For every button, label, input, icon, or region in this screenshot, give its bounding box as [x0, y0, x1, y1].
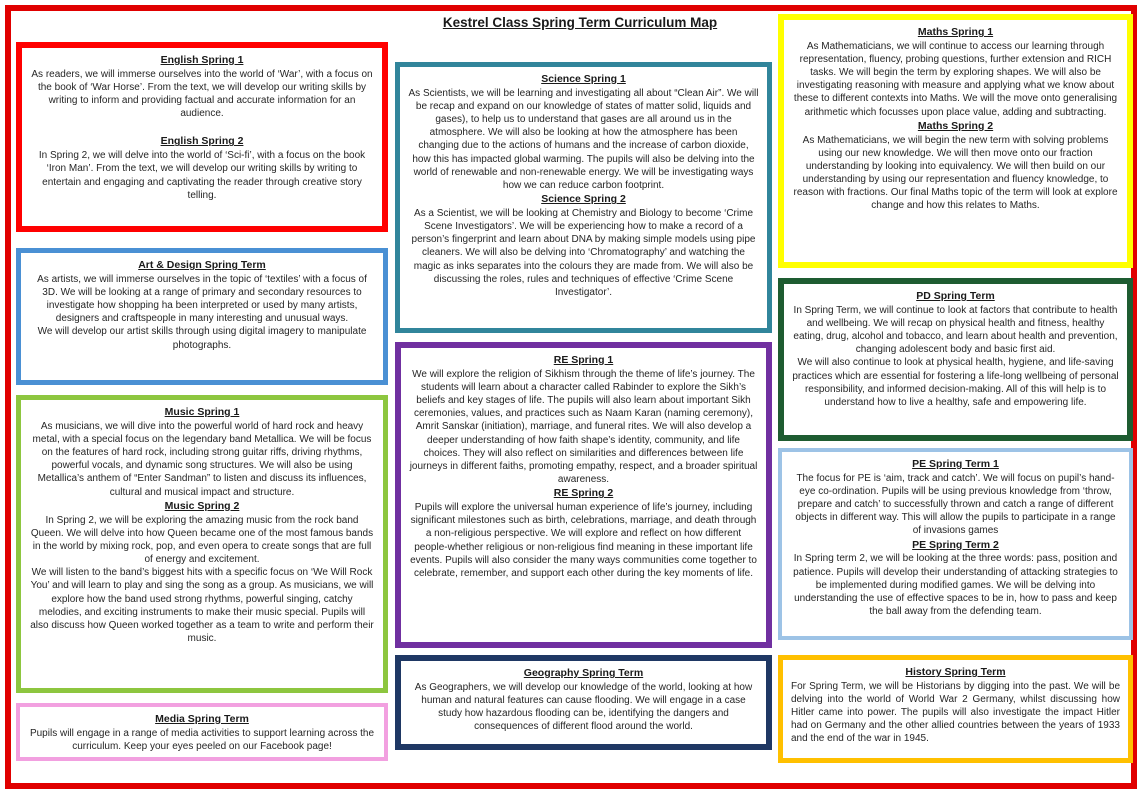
music-spring-2-text-1: In Spring 2, we will be exploring the amazing music from the rock band Queen. We will delve into how Queen became one of the most famous bands in the world by mixing rock, pop, and even opera to create songs that are full of energy and excitement. [30, 514, 374, 566]
media-heading: Media Spring Term [155, 713, 249, 725]
pd-text-1: In Spring Term, we will continue to look at factors that contribute to health and wellbeing. We will recap on physical health and fitness, healthy eating, drug, alcohol and tobacco, and learn about health and prevention, changing adolescent body and basic first aid. [793, 304, 1118, 356]
re-spring-1-text: We will explore the religion of Sikhism through the theme of life’s journey. The students will learn about a character called Rabinder to explore the Sikh’s beliefs and key stages of life. The pupils will also learn about important Sikh ceremonies, values, and practices such as Naam Karan (naming ceremony), Amrit Sanskar (initiation), marriage, and funeral rites. We will also develop a deeper understanding of how faith shape’s identity, community, and life choices. They will also reflect on similarities and differences between life journeys in different faiths, promoting empathy, respect, and a broader spiritual awareness. [409, 368, 758, 486]
art-design-text-1: As artists, we will immerse ourselves in the topic of ‘textiles’ with a focus of 3D. We will be looking at a range of primary and secondary resources to investigate how shopping ha been interpreted or used by many artists, designers and craftspeople in many interesting and unusual ways. [37, 273, 367, 325]
history-box [778, 655, 1133, 763]
music-spring-2-heading: Music Spring 2 [164, 499, 240, 512]
history-heading: History Spring Term [905, 666, 1006, 678]
music-spring-1-text: As musicians, we will dive into the powerful world of hard rock and heavy metal, with a special focus on the legendary band Metallica. We will be focus on the features of hard rock, including strong guitar riffs, driving rhythms, powerful vocals, and dynamic song structures. We will also be using Metallica’s anthem of “Enter Sandman” to listen and discuss its influences, cultural and musical impact and structure. [32, 420, 372, 498]
music-spring-2-text-2: We will listen to the band’s biggest hits with a specific focus on ‘We Will Rock You’ and will learn to play and sing the song as a group. As musicians, we will explore how the band used strong rhythms, powerful singing, catchy melodies, and exciting instruments to make their music special. Pupils will also discuss how Queen worked together as a team to write and perform their music. [30, 567, 374, 645]
re-spring-1-heading: RE Spring 1 [553, 354, 614, 366]
pe-spring-1-text: The focus for PE is ‘aim, track and catch’. We will focus on pupil’s hand-eye co-ordination. Pupils will be using previous knowledge from ‘throw, prepare and catch’ to successfully thrown and catch a range of different objects in different way. This will allow the pupils to participate in a range of invasions games [795, 472, 1116, 537]
page-title: Kestrel Class Spring Term Curriculum Map [442, 15, 718, 30]
pd-heading: PD Spring Term [916, 290, 995, 302]
science-box [395, 62, 772, 333]
geography-box [395, 655, 772, 750]
maths-spring-1-text: As Mathematicians, we will continue to access our learning through representation, fluency, probing questions, further extension and RICH tasks. We will begin the term by exploring shapes. We will also be investigating reasoning with measure and applying what we know about these to different contexts into Maths. We will the move onto generalising arithmetic which focusses upon place value, adding and subtracting. [793, 40, 1118, 118]
maths-box [778, 14, 1133, 268]
pe-box [778, 448, 1133, 640]
pe-spring-1-heading: PE Spring Term 1 [912, 458, 999, 470]
history-text: For Spring Term, we will be Historians by digging into the past. We will be delving into the world of World War 2 Germany, whilst discussing how Hitler came into power. The pupils will also investigate the impact Hitler had on Germany and the other allied countries between the years of 1933 and the end of the war in 1945. [791, 680, 1120, 745]
science-spring-1-heading: Science Spring 1 [541, 73, 626, 85]
maths-spring-2-text: As Mathematicians, we will begin the new term with solving problems using our new knowledge. We will then move onto our fraction understanding by looking into equivalency. We will then build on our understanding by using our representation and fluency knowledge, to reason with fractions. Our final Maths topic of the term will look at explore change and how this relates to Maths. [793, 134, 1118, 212]
maths-spring-2-heading: Maths Spring 2 [917, 119, 994, 132]
science-spring-1-text: As Scientists, we will be learning and investigating all about “Clean Air”. We will be recap and expand on our knowledge of states of matter solid, liquids and gases), to help us to understand that gases are all around us in the atmosphere. We will also be looking at how the atmosphere has been changing due to the actions of humans and the increase of carbon dioxide, how this has impacted global warming. The pupils will also be delving into the world of renewable and non-renewable energy. We will be investigating ways how we can reduce carbon footprint. [408, 87, 759, 191]
pe-spring-2-text: In Spring term 2, we will be looking at the three words: pass, position and patience. Pupils will develop their understanding of attacking strategies to be implemented during modified games. We will be delving into understanding the use of effective spaces to be in, how to pass and keep the ball away from the defending team. [793, 553, 1118, 618]
music-box [16, 395, 388, 693]
art-design-heading: Art & Design Spring Term [138, 259, 266, 271]
english-spring-2-heading: English Spring 2 [160, 135, 244, 148]
english-spring-1-text: As readers, we will immerse ourselves into the world of ‘War’, with a focus on the book of ‘War Horse’. From the text, we will develop our writing skills by writing to inform and providing factual and accurate information for an audience. [31, 68, 373, 120]
media-box [16, 703, 388, 761]
pd-text-2: We will also continue to look at physical health, hygiene, and life-saving practices which are essential for fostering a life-long wellbeing of personal responsibility, and informed decision-making. All of this will help is to understand how to live a healthy, safe and empowering life. [792, 357, 1119, 408]
english-box [16, 42, 388, 232]
art-design-box [16, 248, 388, 385]
english-spring-1-heading: English Spring 1 [160, 54, 244, 66]
art-design-text-2: We will develop our artist skills through using digital imagery to manipulate photographs. [37, 326, 367, 351]
re-box [395, 342, 772, 648]
maths-spring-1-heading: Maths Spring 1 [917, 26, 994, 38]
science-spring-2-text: As a Scientist, we will be looking at Chemistry and Biology to become ‘Crime Scene Investigators’. We will be experiencing how to make a record of a person’s fingerprint and learn about DNA by making simple models using pipe cleaners. We will also be delving into ‘Chromatography’ and watching the magic as inks separates into the colours they are made from. We will also be discussing the roles, rules and techniques of effective ‘Crime Scene Investigator’. [411, 207, 756, 298]
re-spring-2-text: Pupils will explore the universal human experience of life’s journey, including significant milestones such as birth, celebrations, marriage, and death through a non-religious perspective. We will explore and reflect on how different people-whether religious or non-religious find meaning in these important life events. Pupils will also consider the many ways communities come together to celebrate, remember, and support each other during the key moments of life. [410, 502, 757, 579]
pe-spring-2-heading: PE Spring Term 2 [912, 538, 999, 551]
geography-heading: Geography Spring Term [523, 667, 644, 679]
re-spring-2-heading: RE Spring 2 [553, 487, 614, 500]
media-text: Pupils will engage in a range of media activities to support learning across the curriculum. Keep your eyes peeled on our Facebook page! [29, 727, 375, 752]
science-spring-2-heading: Science Spring 2 [541, 193, 626, 206]
english-spring-2-text: In Spring 2, we will delve into the world of ‘Sci-fi’, with a focus on the book ‘Iron Man’. From the text, we will develop our writing skills by writing to entertain and engaging and captivating the reader through creative story telling. [38, 150, 366, 201]
geography-text: As Geographers, we will develop our knowledge of the world, looking at how human and natural features can cause flooding. We will engage in a case study how hazardous flooding can be, identifying the dangers and consequences of different flood around the world. [414, 681, 753, 733]
pd-box [778, 278, 1133, 441]
music-spring-1-heading: Music Spring 1 [164, 406, 240, 418]
